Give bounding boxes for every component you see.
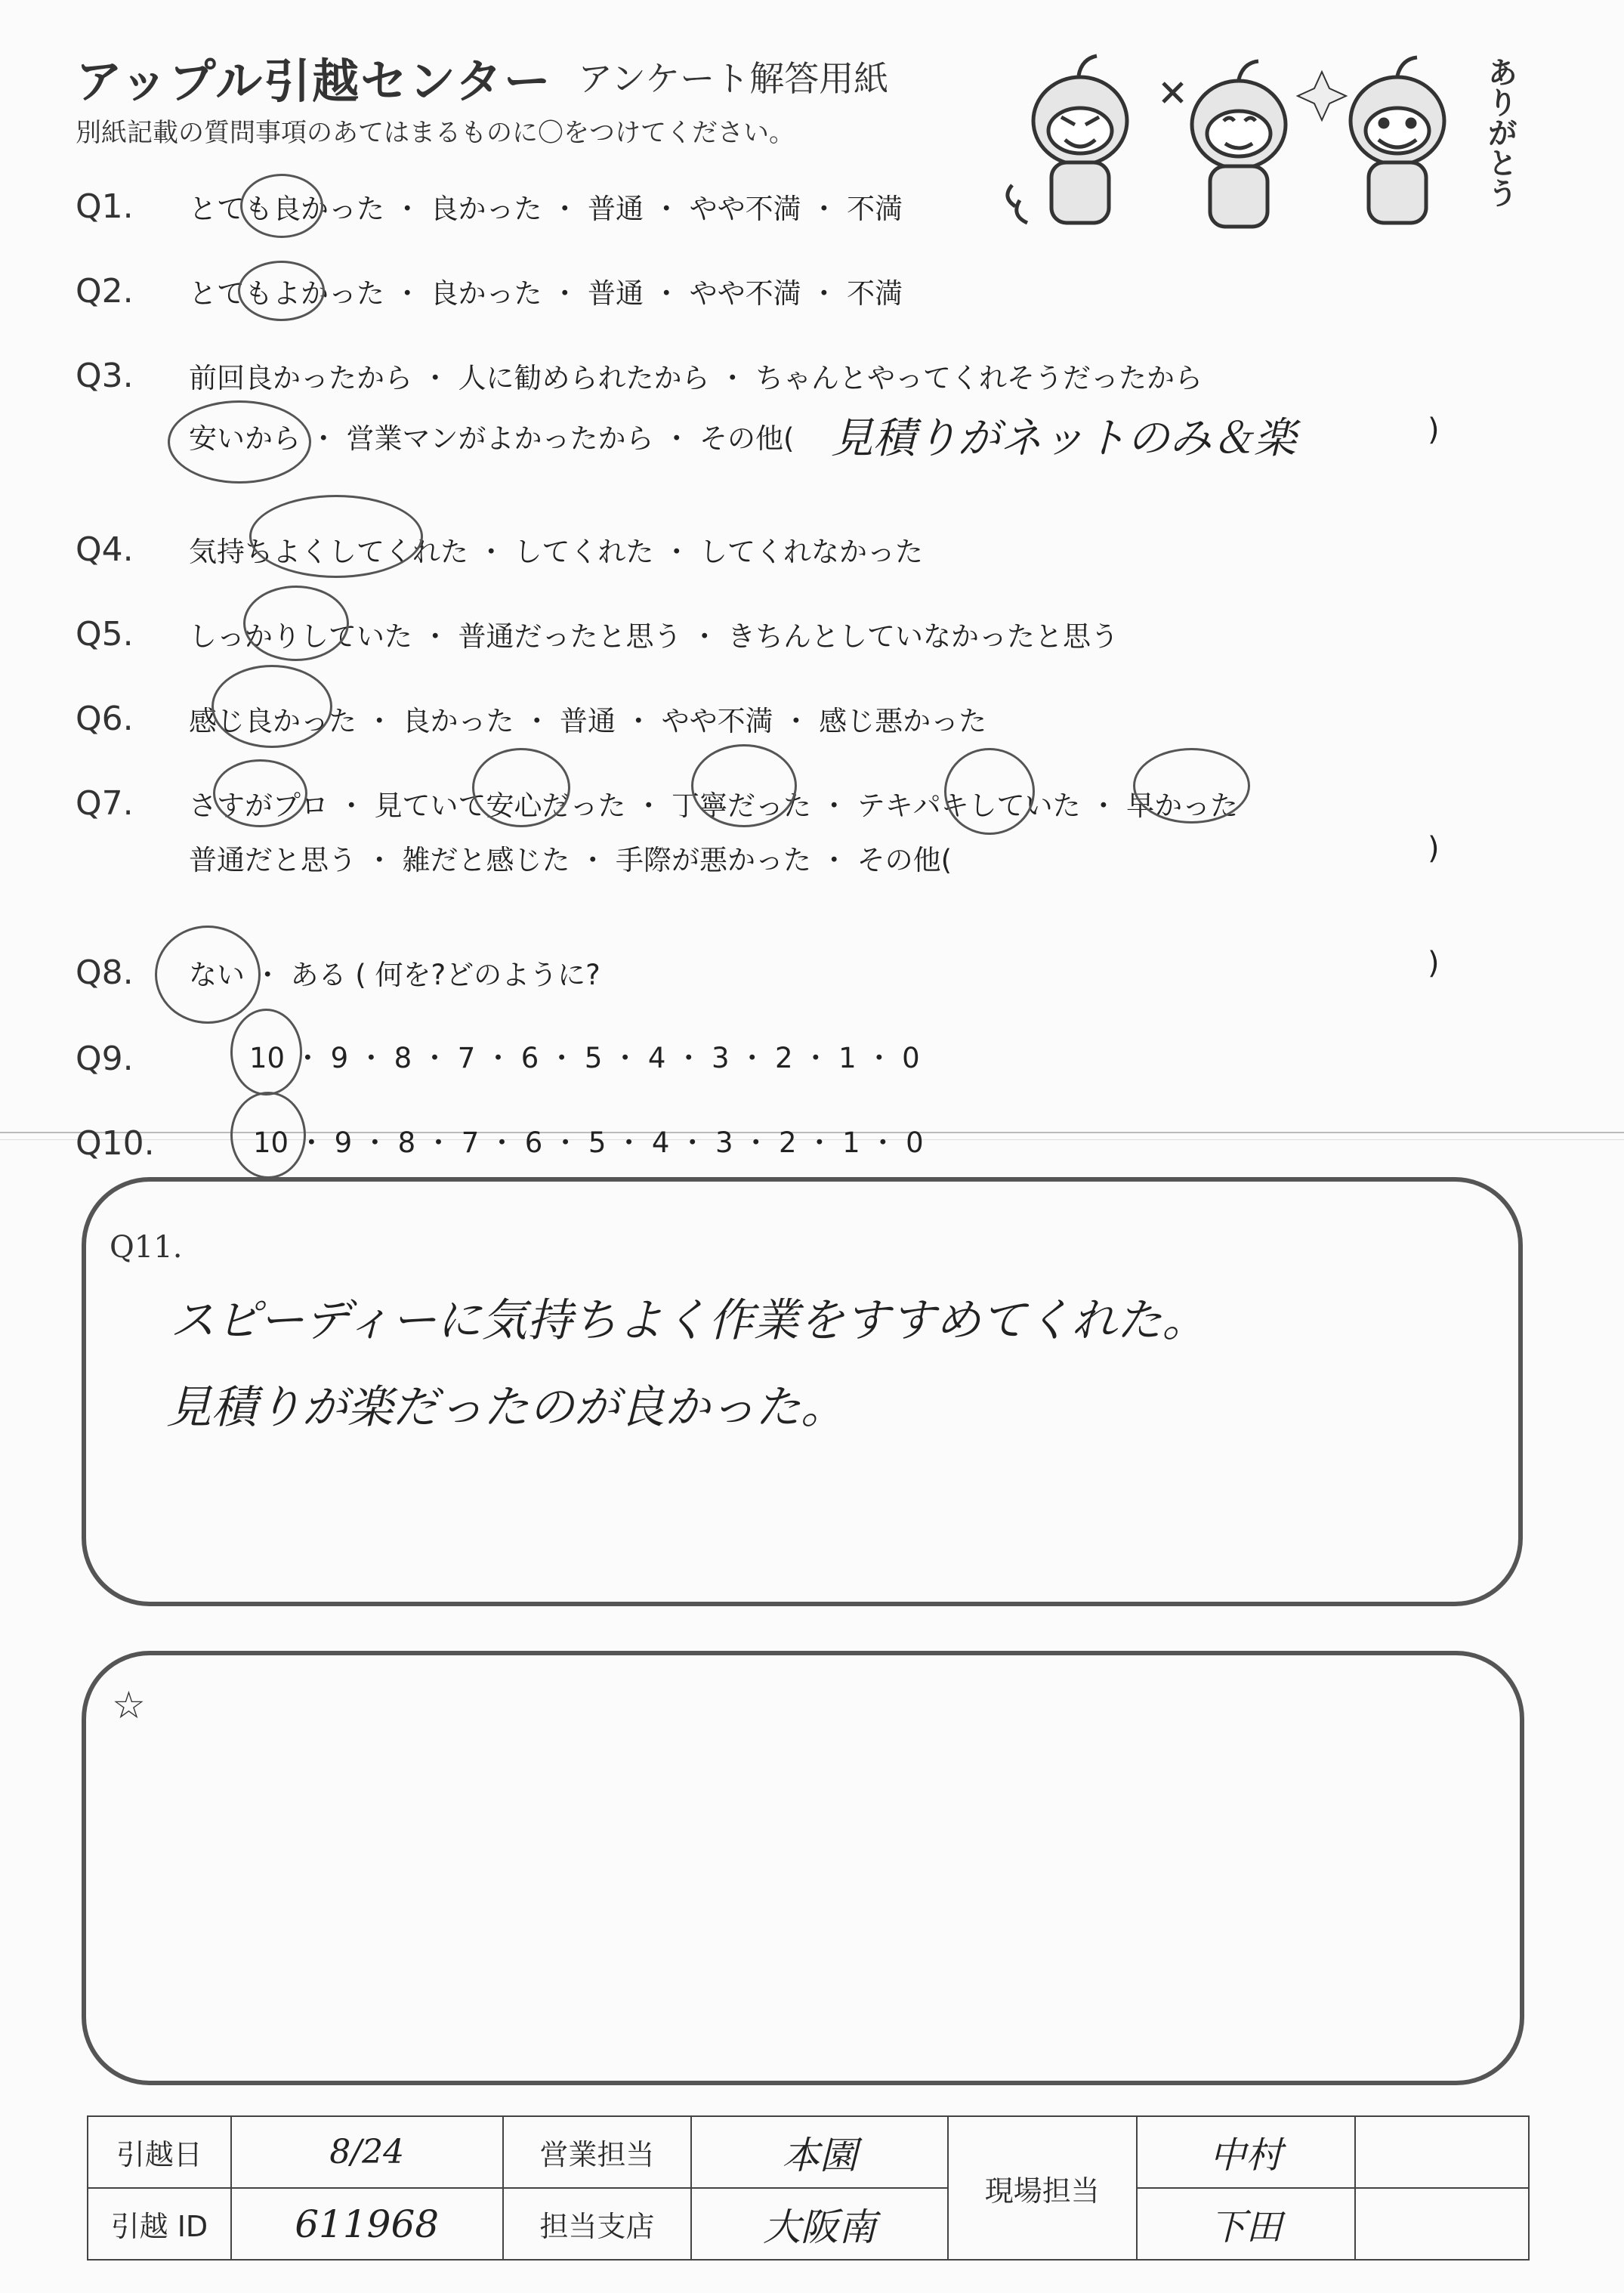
info-table bbox=[87, 2115, 1530, 2261]
extra-cell-1 bbox=[1355, 2116, 1529, 2188]
q4-answer-mark bbox=[249, 495, 423, 578]
extra-cell-2 bbox=[1355, 2188, 1529, 2260]
q3-options-line1: 前回良かったから ・ 人に勧められたから ・ ちゃんとやってくれそうだったから bbox=[189, 362, 1203, 394]
q1-label: Q1. bbox=[76, 187, 134, 226]
monkey-mascot-illustration bbox=[990, 42, 1518, 238]
branch-label: 担当支店 bbox=[503, 2188, 692, 2260]
monkey-middle bbox=[1163, 61, 1286, 227]
q4-options: 気持ちよくしてくれた ・ してくれた ・ してくれなかった bbox=[189, 536, 924, 568]
q3-options-line2: 安いから ・ 営業マンがよかったから ・ その他( bbox=[189, 422, 795, 455]
form-subtitle: アンケート解答用紙 bbox=[578, 58, 889, 99]
q7-close-paren: ) bbox=[1428, 831, 1440, 866]
sales-staff-label: 営業担当 bbox=[503, 2116, 692, 2188]
q8-close-paren: ) bbox=[1428, 946, 1440, 981]
form-title: アップル引越センター bbox=[76, 54, 552, 109]
q3-label: Q3. bbox=[76, 357, 134, 395]
q2-answer-mark bbox=[238, 261, 325, 321]
q7-answer-mark-4 bbox=[944, 748, 1035, 835]
branch-value: 大阪南 bbox=[691, 2188, 948, 2260]
q3-answer-mark bbox=[168, 400, 311, 484]
q6-options: 感じ良かった ・ 良かった ・ 普通 ・ やや不満 ・ 感じ悪かった bbox=[189, 705, 987, 737]
q6-answer-mark bbox=[211, 665, 332, 748]
q9-answer-mark bbox=[230, 1009, 302, 1096]
q9-options: 10 ・ 9 ・ 8 ・ 7 ・ 6 ・ 5 ・ 4 ・ 3 ・ 2 ・ 1 ・ 0 bbox=[249, 1042, 920, 1074]
move-date-value: 8/24 bbox=[231, 2116, 503, 2188]
instruction-text: 別紙記載の質問事項のあてはまるものに〇をつけてください。 bbox=[76, 118, 795, 148]
q8-label: Q8. bbox=[76, 953, 134, 992]
q3-close-paren: ) bbox=[1428, 413, 1440, 447]
site-staff-value-1: 中村 bbox=[1137, 2116, 1356, 2188]
q3-other-answer: 見積りがネットのみ＆楽 bbox=[831, 414, 1296, 463]
q11-answer-line2: 見積りが楽だったのが良かった。 bbox=[166, 1381, 846, 1434]
q7-answer-mark-5 bbox=[1133, 748, 1250, 824]
q5-label: Q5. bbox=[76, 615, 134, 654]
q10-label: Q10. bbox=[76, 1124, 155, 1163]
site-staff-value-2: 下田 bbox=[1137, 2188, 1356, 2260]
q10-options: 10 ・ 9 ・ 8 ・ 7 ・ 6 ・ 5 ・ 4 ・ 3 ・ 2 ・ 1 ・ 0 bbox=[253, 1126, 924, 1159]
site-staff-label: 現場担当 bbox=[948, 2116, 1137, 2260]
q10-answer-mark bbox=[230, 1092, 306, 1179]
q1-answer-mark bbox=[240, 174, 323, 238]
q6-label: Q6. bbox=[76, 700, 134, 738]
q7-label: Q7. bbox=[76, 784, 134, 823]
star-label: ☆ bbox=[112, 1683, 146, 1727]
move-date-label: 引越日 bbox=[88, 2116, 231, 2188]
move-id-label: 引越 ID bbox=[88, 2188, 231, 2260]
q11-answer-line1: スピーディーに気持ちよく作業をすすめてくれた。 bbox=[170, 1294, 1208, 1347]
star-comment-box bbox=[82, 1651, 1524, 2085]
q7-answer-mark-1 bbox=[213, 759, 307, 827]
q2-options: とてもよかった ・ 良かった ・ 普通 ・ やや不満 ・ 不満 bbox=[189, 277, 903, 310]
q8-options: ない ・ ある ( 何を?どのように? bbox=[189, 959, 601, 991]
monkey-left bbox=[1008, 56, 1127, 223]
q7-answer-mark-2 bbox=[472, 748, 570, 827]
q2-label: Q2. bbox=[76, 272, 134, 311]
q9-label: Q9. bbox=[76, 1040, 134, 1078]
q11-label: Q11. bbox=[110, 1230, 183, 1265]
q7-answer-mark-3 bbox=[691, 744, 797, 827]
move-id-value: 611968 bbox=[231, 2188, 503, 2260]
arigatou-text: ありがとう bbox=[1483, 57, 1517, 208]
q8-answer-mark bbox=[155, 926, 261, 1024]
q7-options-line2: 普通だと思う ・ 雑だと感じた ・ 手際が悪かった ・ その他( bbox=[189, 844, 952, 876]
sales-staff-value: 本園 bbox=[691, 2116, 948, 2188]
q7-options-line1: さすがプロ ・ 見ていて安心だった ・ 丁寧だった ・ テキパキしていた ・ 早かった bbox=[189, 790, 1239, 822]
monkey-right bbox=[1298, 57, 1444, 223]
q5-answer-mark bbox=[243, 586, 349, 661]
q1-options: とても良かった ・ 良かった ・ 普通 ・ やや不満 ・ 不満 bbox=[189, 193, 903, 225]
q4-label: Q4. bbox=[76, 530, 134, 569]
q5-options: しっかりしていた ・ 普通だったと思う ・ きちんとしていなかったと思う bbox=[189, 620, 1119, 653]
